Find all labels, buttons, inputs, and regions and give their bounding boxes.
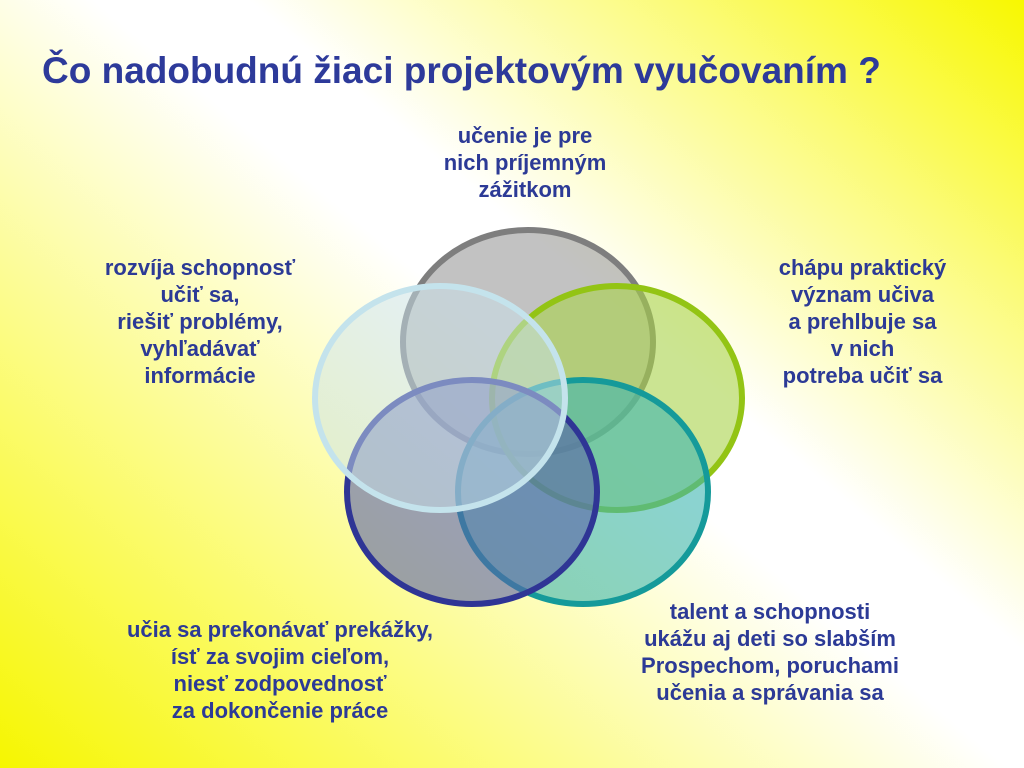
label-learning-skills: rozvíja schopnosť učiť sa, riešiť problémy, vyhľadávať informácie [104,255,296,388]
slide-title: Čo nadobudnú žiaci projektovým vyučovaním ? [42,50,881,91]
label-practical-meaning: chápu praktický význam učiva a prehlbuje sa v nich potreba učiť sa [778,255,947,388]
label-pleasant-experience: učenie je pre nich príjemným zážitkom [443,123,607,202]
label-talent-skills: talent a schopnosti ukážu aj deti so slabším Prospechom, poruchami učenia a správania sa [641,599,899,705]
label-overcoming-obstacles: učia sa prekonávať prekážky, ísť za svojim cieľom, niesť zodpovednosť za dokončenie práce [126,617,434,723]
